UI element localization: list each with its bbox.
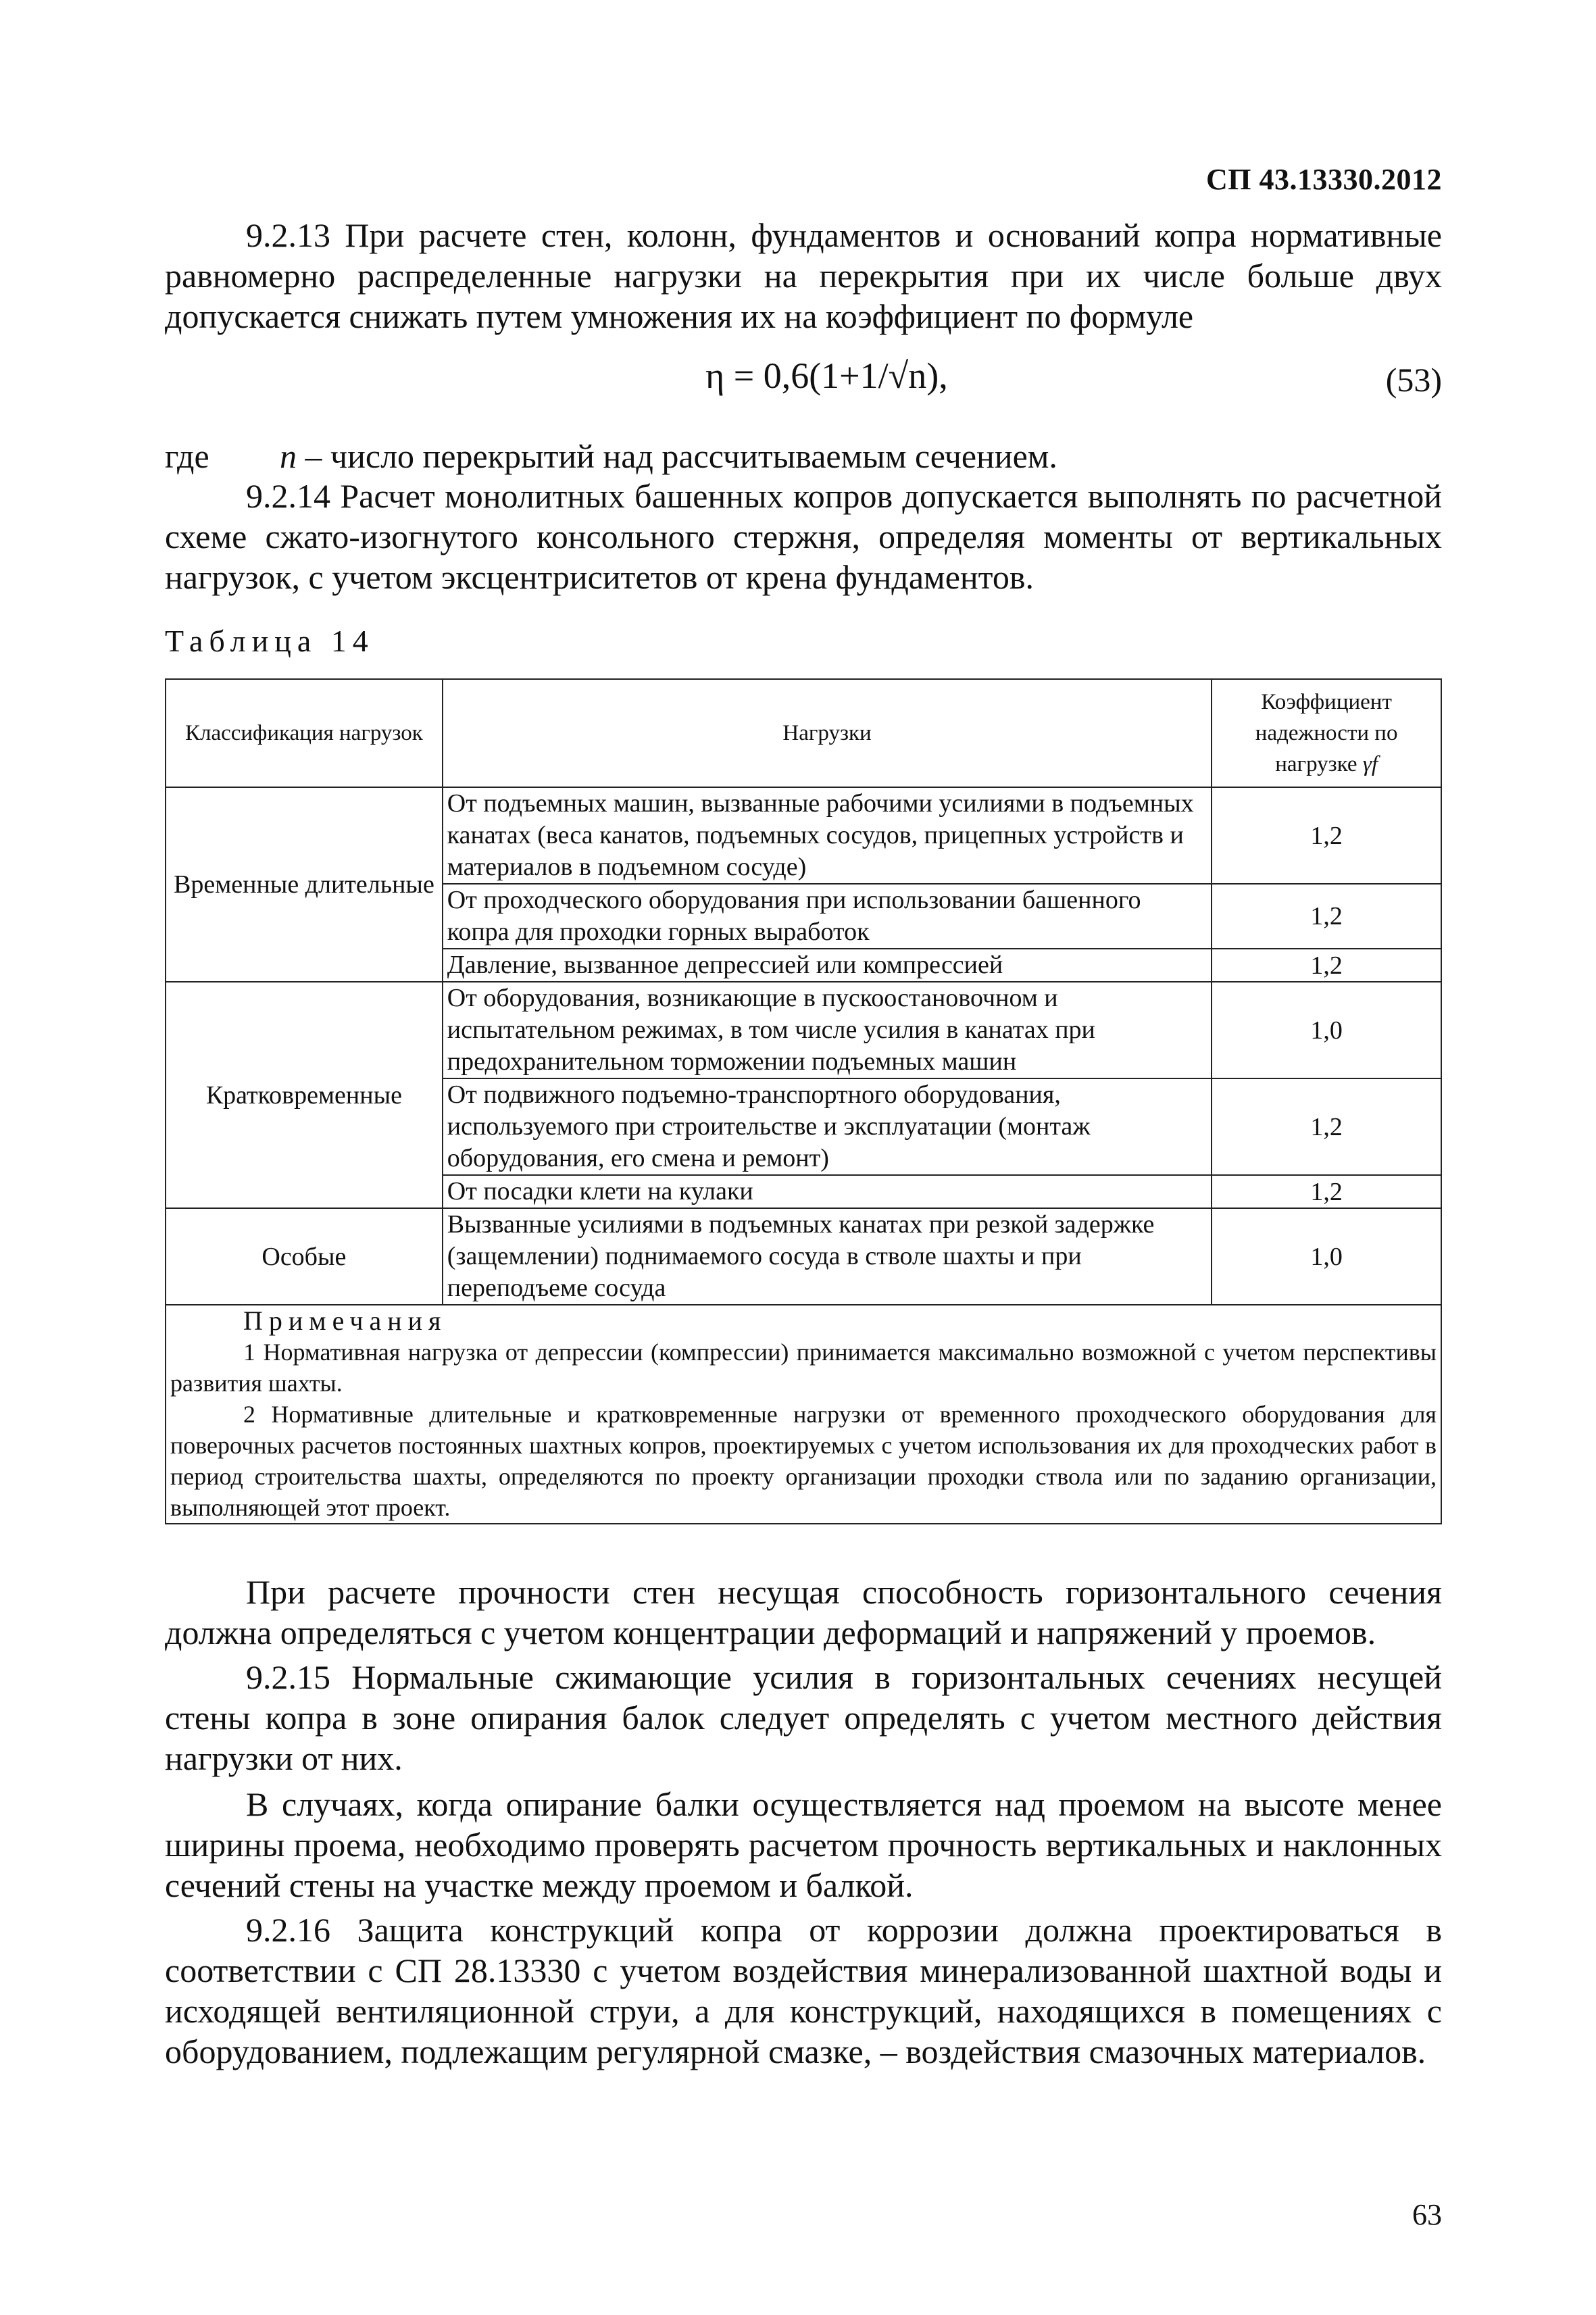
load-cell: От проходческого оборудования при использовании башенного копра для проходки горных выработок	[443, 884, 1212, 949]
load-cell: От подвижного подъемно-транспортного оборудования, используемого при строительстве и эксплуатации (монтаж оборудования, его смена и ремонт)	[443, 1078, 1212, 1175]
gamma-symbol: γf	[1362, 752, 1378, 776]
class-long-term: Временные длительные	[166, 787, 443, 982]
load-cell: От подъемных машин, вызванные рабочими усилиями в подъемных канатах (веса канатов, подъемных сосудов, прицепных устройств и материалов в подъемном сосуде)	[443, 787, 1212, 884]
table-notes	[166, 1305, 1441, 1524]
header-loads: Нагрузки	[443, 679, 1212, 787]
where-word: где	[165, 437, 209, 475]
formula-number: (53)	[1385, 361, 1442, 399]
class-short-term: Кратковременные	[166, 982, 443, 1208]
load-cell: От посадки клети на кулаки	[443, 1175, 1212, 1208]
coef-cell: 1,0	[1212, 1208, 1441, 1305]
header-classification: Классификация нагрузок	[166, 679, 443, 787]
coef-cell: 1,0	[1212, 982, 1441, 1078]
table-header-row	[166, 679, 1441, 787]
paragraph-9-2-14: 9.2.14 Расчет монолитных башенных копров допускается выполнять по расчетной схеме сжато-изогнутого консольного стержня, определяя моменты от вертикальных нагрузок, с учетом эксцентриситетов от крена фундаментов.	[165, 477, 1442, 596]
paragraph-opening: В случаях, когда опирание балки осуществляется над проемом на высоте менее ширины проема, необходимо проверять расчетом прочность вертикальных и наклонных сечений стены на участке между проемом и балкой.	[165, 1785, 1442, 1904]
load-cell: Вызванные усилиями в подъемных канатах при резкой задержке (защемлении) поднимаемого сосуда в стволе шахты и при переподъеме сосуда	[443, 1208, 1212, 1305]
notes-title: Примечания	[243, 1305, 447, 1336]
load-cell: Давление, вызванное депрессией или компрессией	[443, 949, 1212, 982]
load-cell: От оборудования, возникающие в пускоостановочном и испытательном режимах, в том числе усилия в канатах при предохранительном торможении подъемных машин	[443, 982, 1212, 1078]
paragraph-9-2-16: 9.2.16 Защита конструкций копра от коррозии должна проектироваться в соответствии с СП 28.13330 с учетом воздействия минерализованной шахтной воды и исходящей вентиляционной струи, а для конструкций, находящихся в помещениях с оборудованием, подлежащим регулярной смазке, – воздействия смазочных материалов.	[165, 1911, 1442, 2070]
table-row	[166, 1208, 1441, 1305]
coef-cell: 1,2	[1212, 949, 1441, 982]
notes-row	[166, 1305, 1441, 1524]
header-coefficient: Коэффициент надежности по нагрузке γf	[1212, 679, 1441, 787]
document-code: СП 43.13330.2012	[1206, 163, 1442, 196]
formula-53: η = 0,6(1+1/√n),	[705, 355, 948, 396]
table-row	[166, 982, 1441, 1078]
coef-cell: 1,2	[1212, 787, 1441, 884]
loads-table	[165, 678, 1442, 1524]
note-item-2: 2 Нормативные длительные и кратковременные нагрузки от временного проходческого оборудования для поверочных расчетов постоянных шахтных копров, проектируемых с учетом использования их для проходческих работ в период строительства шахты, определяются по проекту организации проходки ствола или по заданию организации, выполняющей этот проект.	[170, 1401, 1437, 1521]
coef-cell: 1,2	[1212, 1175, 1441, 1208]
paragraph-9-2-15: 9.2.15 Нормальные сжимающие усилия в горизонтальных сечениях несущей стены копра в зоне опирания балок следует определять с учетом местного действия нагрузки от них.	[165, 1658, 1442, 1777]
paragraph-9-2-13: 9.2.13 При расчете стен, колонн, фундаментов и оснований копра нормативные равномерно распределенные нагрузки на перекрытия при их числе больше двух допускается снижать путем умножения их на коэффициент по формуле	[165, 216, 1442, 335]
where-variable: n	[280, 437, 297, 475]
class-special: Особые	[166, 1208, 443, 1305]
note-item-1: 1 Нормативная нагрузка от депрессии (компрессии) принимается максимально возможной с учетом перспективы развития шахты.	[170, 1339, 1437, 1397]
coef-cell: 1,2	[1212, 1078, 1441, 1175]
coef-cell: 1,2	[1212, 884, 1441, 949]
page-number: 63	[1412, 2198, 1442, 2231]
table-row	[166, 787, 1441, 884]
where-definition: – число перекрытий над рассчитываемым сечением.	[297, 437, 1057, 475]
table-caption: Таблица 14	[165, 624, 374, 658]
formula-row	[165, 355, 1442, 416]
paragraph-strength: При расчете прочности стен несущая способность горизонтального сечения должна определяться с учетом концентрации деформаций и напряжений у проемов.	[165, 1573, 1442, 1651]
formula-where	[165, 436, 1057, 476]
